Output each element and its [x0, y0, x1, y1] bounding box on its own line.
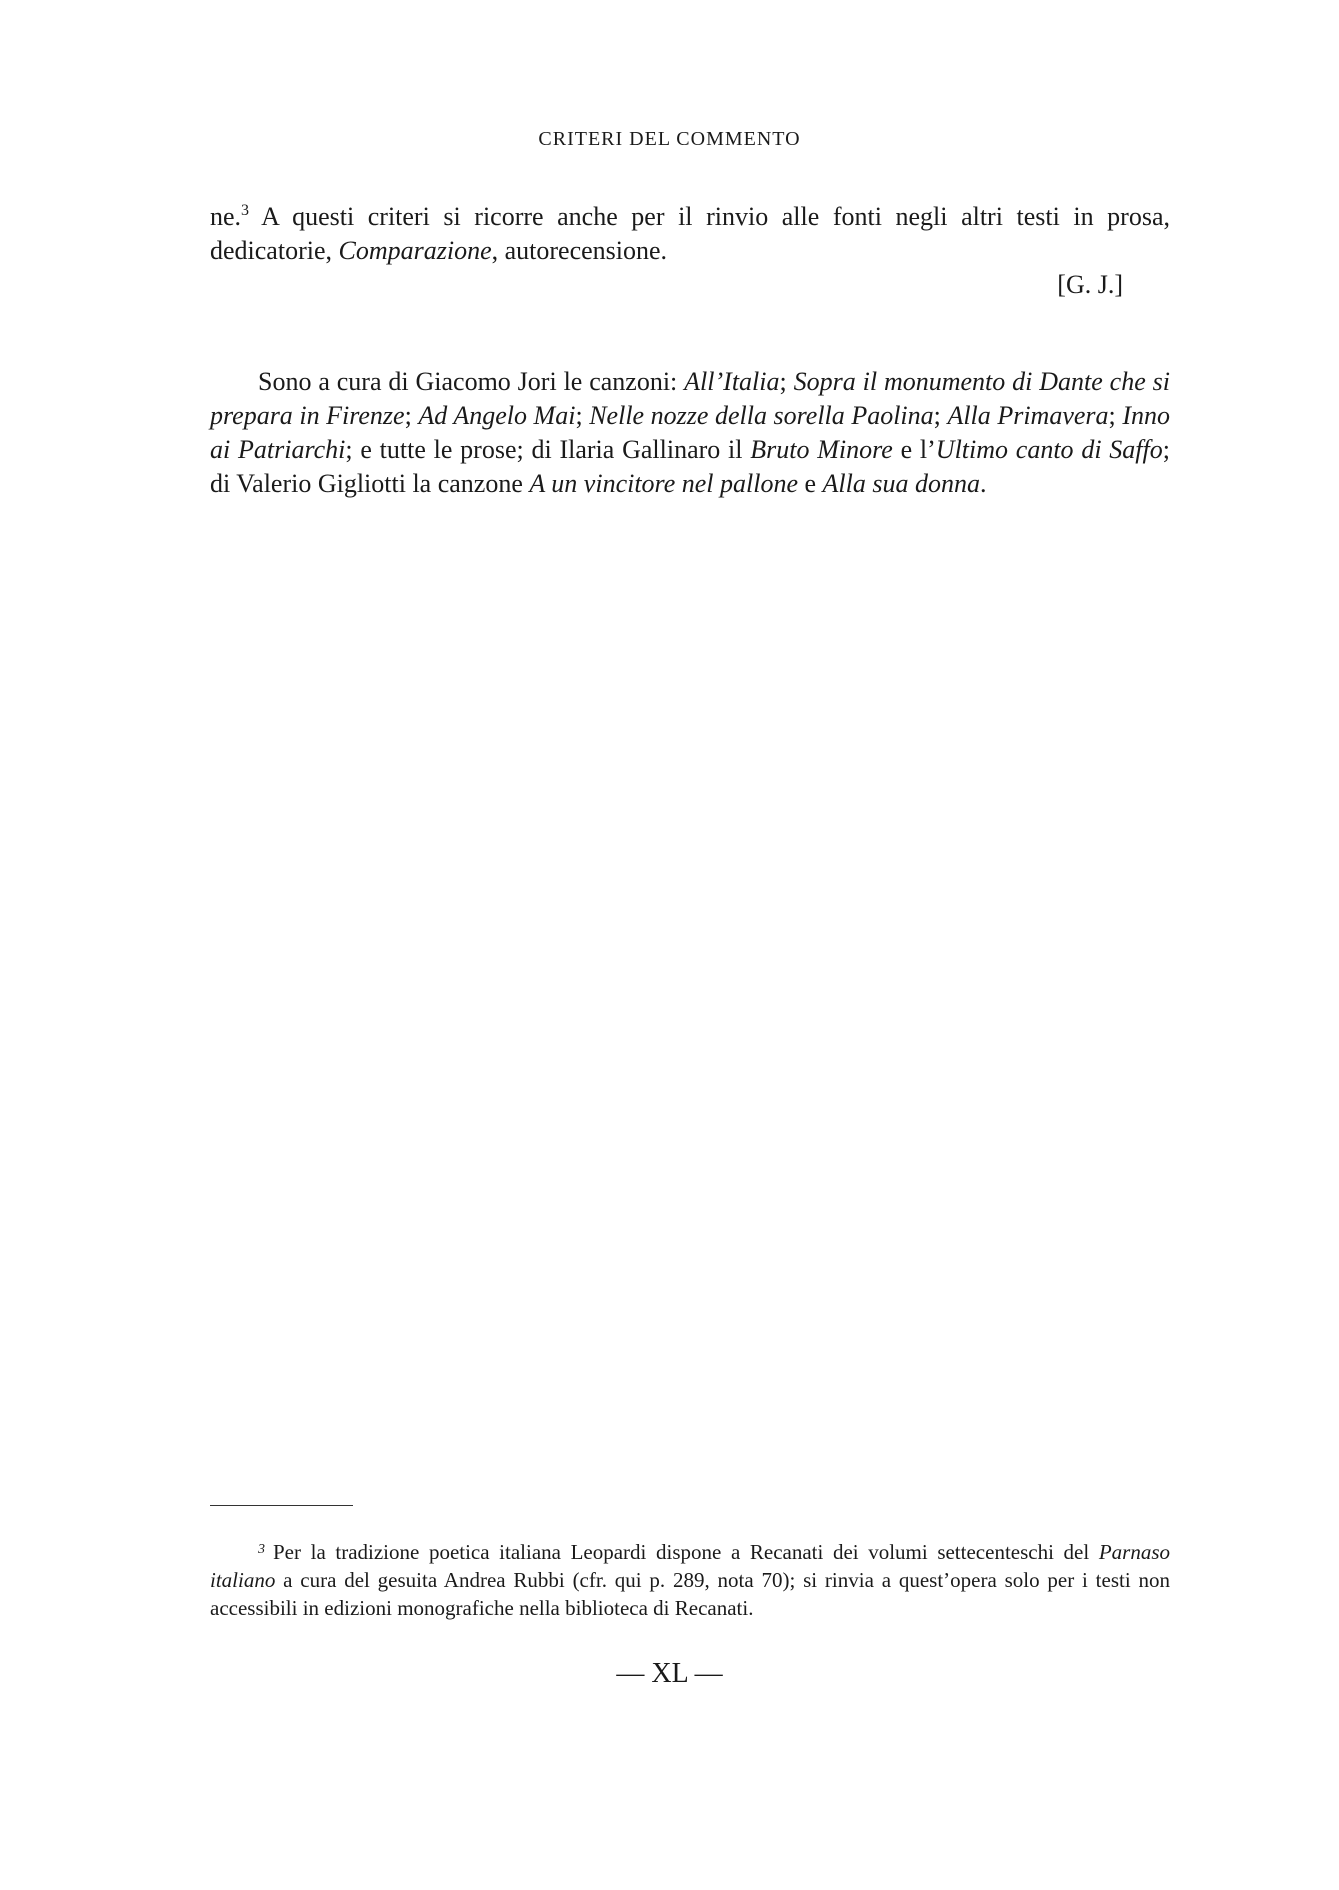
italic-title: Inno ai Patriarchi [210, 401, 1170, 464]
italic-title: Alla Primavera [947, 401, 1109, 430]
text-segment: , autorecensione. [491, 236, 668, 265]
text-segment: A questi criteri si ricorre anche per il rinvio alle fonti negli altri testi in prosa, dedicatorie, [210, 202, 1170, 265]
italic-title: Bruto Minore [750, 435, 893, 464]
text-segment: ; [575, 401, 590, 430]
italic-title: Comparazione [338, 236, 492, 265]
footnote-reference: 3 [241, 202, 250, 219]
text-segment: e l’ [892, 435, 936, 464]
footnote-mark: 3 [258, 1542, 265, 1557]
footnote-text: a cura del gesuita Andrea Rubbi (cfr. qui p. 289, nota 70); si rinvia a quest’opera solo per i testi non accessibili in edizioni monografiche nella biblioteca di Recanati. [210, 1568, 1170, 1620]
text-segment: ; [779, 367, 794, 396]
italic-title: Ultimo canto di Saffo [935, 435, 1163, 464]
paragraph-criteria [210, 200, 1170, 268]
page-number: — XL — [616, 1658, 723, 1689]
footnote-divider [210, 1505, 353, 1506]
text-segment: Sono a cura di Giacomo Jori le canzoni: [258, 367, 685, 396]
italic-title: Sopra il monumento di Dante che si prepara in Firenze [210, 367, 1170, 430]
paragraph-editors [210, 365, 1170, 501]
running-head: CRITERI DEL COMMENTO [538, 128, 801, 150]
italic-title: All’Italia [684, 367, 780, 396]
text-segment: ; [1108, 401, 1123, 430]
text-segment: e [798, 469, 823, 498]
text-segment: . [980, 469, 987, 498]
author-initials: [G. J.] [1057, 270, 1123, 299]
text-segment: ; [404, 401, 419, 430]
italic-title: Ad Angelo Mai [418, 401, 576, 430]
text-segment: ; [933, 401, 948, 430]
footnote-text: Per la tradizione poetica italiana Leopardi dispone a Recanati dei volumi settecenteschi del [273, 1540, 1099, 1564]
text-segment: ne. [210, 202, 242, 231]
italic-title: Alla sua donna [822, 469, 980, 498]
italic-title: A un vincitore nel pallone [529, 469, 798, 498]
italic-title: Parnaso italiano [210, 1540, 1170, 1592]
text-segment: ; e tutte le prose; di Ilaria Gallinaro il [345, 435, 751, 464]
footnote [210, 1538, 1170, 1622]
text-segment: ; di Valerio Gigliotti la canzone [210, 435, 1170, 498]
italic-title: Nelle nozze della sorella Paolina [589, 401, 934, 430]
